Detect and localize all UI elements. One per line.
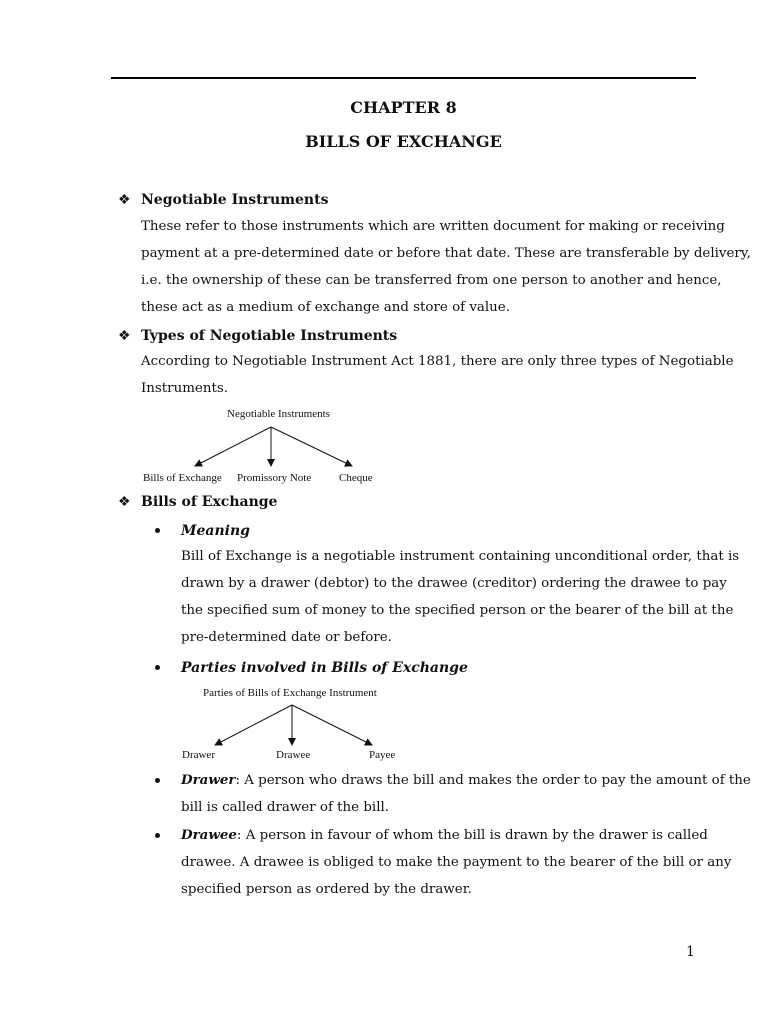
parties-label: Parties involved in Bills of Exchange (181, 660, 468, 676)
section-heading-negotiable: Negotiable Instruments (141, 192, 329, 208)
diagram-arrow (215, 705, 292, 745)
bullet-dot-icon (155, 833, 160, 838)
paragraph-line: bill is called drawer of the bill. (181, 800, 390, 815)
paragraph-line: Bill of Exchange is a negotiable instrument containing unconditional order, that is (181, 549, 740, 564)
meaning-label: Meaning (181, 523, 250, 539)
paragraph-line: These refer to those instruments which are written document for making or receiving (141, 219, 725, 234)
drawer-label: Drawer (181, 772, 236, 788)
paragraph-drawee (181, 822, 731, 903)
drawer-text: : A person who draws the bill and makes the order to pay the amount of the (235, 773, 751, 788)
diagram-root-label: Negotiable Instruments (227, 408, 330, 420)
diagram-child-label: Drawee (276, 749, 311, 761)
paragraph-line: the specified sum of money to the specified person or the bearer of the bill at the (181, 603, 734, 618)
bullet-dot-icon (155, 528, 160, 533)
diamond-bullet-icon: ❖ (118, 328, 131, 344)
paragraph-line: drawn by a drawer (debtor) to the drawee (creditor) ordering the drawee to pay (181, 576, 727, 591)
diamond-bullet-icon: ❖ (118, 192, 131, 208)
paragraph-line: Instruments. (141, 381, 228, 396)
paragraph-drawer (181, 767, 751, 821)
diagram-child-label: Payee (369, 749, 396, 761)
diagram-arrow (271, 427, 352, 466)
paragraph-line: drawee. A drawee is obliged to make the payment to the bearer of the bill or any (181, 855, 732, 870)
chapter-title: BILLS OF EXCHANGE (305, 132, 502, 151)
diagram-child-label: Promissory Note (237, 472, 312, 484)
paragraph-line: payment at a pre-determined date or before that date. These are transferable by delivery, (141, 246, 751, 261)
paragraph-line: specified person as ordered by the drawer. (181, 882, 472, 897)
chapter-number: CHAPTER 8 (350, 98, 457, 117)
diagram-child-label: Drawer (182, 749, 215, 761)
diagram-arrow (292, 705, 372, 745)
diagram-child-label: Bills of Exchange (143, 472, 222, 484)
paragraph-line: i.e. the ownership of these can be transferred from one person to another and hence, (141, 273, 722, 288)
drawee-label: Drawee (181, 827, 237, 843)
drawee-text: : A person in favour of whom the bill is drawn by the drawer is called (236, 828, 708, 843)
paragraph-line: these act as a medium of exchange and store of value. (141, 300, 510, 315)
diagram-child-label: Cheque (339, 472, 373, 484)
bullet-dot-icon (155, 665, 160, 670)
bullet-dot-icon (155, 778, 160, 783)
paragraph-line (181, 767, 751, 794)
section-heading-bills: Bills of Exchange (141, 494, 278, 510)
section-heading-types: Types of Negotiable Instruments (141, 328, 398, 344)
page-number: 1 (686, 944, 695, 960)
diagram-arrow (195, 427, 271, 466)
diagram-root-label: Parties of Bills of Exchange Instrument (203, 687, 377, 699)
paragraph-line: pre-determined date or before. (181, 630, 392, 645)
diamond-bullet-icon: ❖ (118, 494, 131, 510)
paragraph-meaning (181, 543, 739, 651)
paragraph-line (181, 822, 731, 849)
paragraph-line: According to Negotiable Instrument Act 1881, there are only three types of Negotiable (141, 354, 734, 369)
